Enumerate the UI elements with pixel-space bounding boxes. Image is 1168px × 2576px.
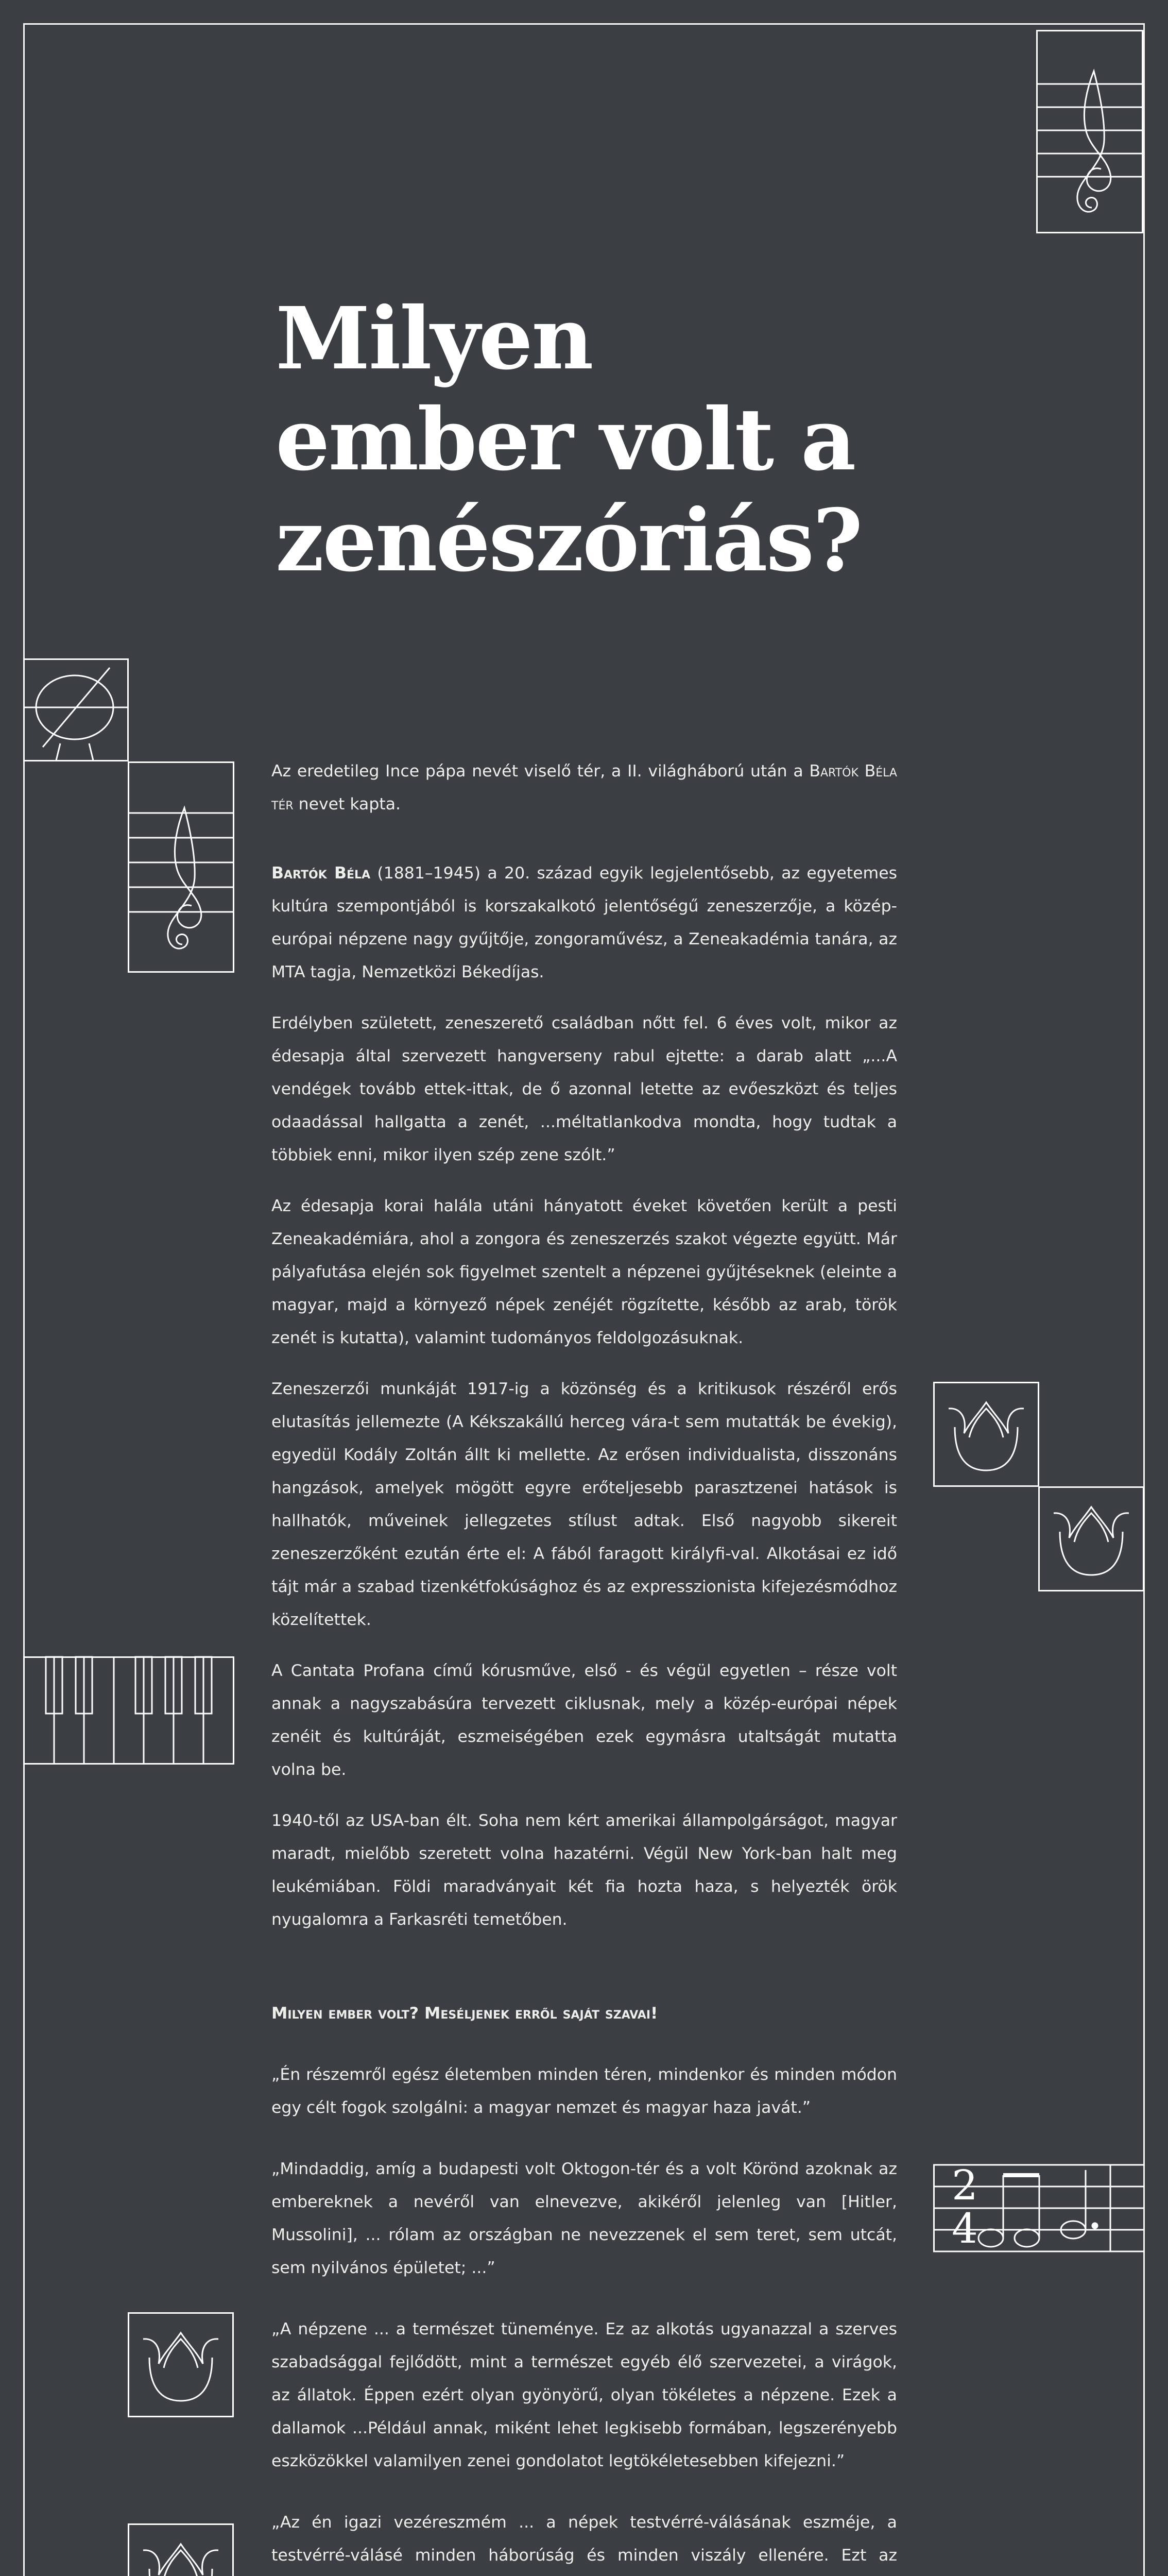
metronome-icon xyxy=(23,658,129,761)
time-signature-bottom: 4 xyxy=(952,2205,978,2252)
quote: „Én részemről egész életemben minden téren, mindenkor és minden módon egy célt fogok szolgálni: a magyar nemzet és magyar haza javát.” xyxy=(271,2065,897,2117)
title-line: Milyen xyxy=(276,289,592,389)
bio-paragraph: A Cantata Profana című kórusműve, első - és végül egyetlen – része volt annak a nagyszabásúra tervezett ciklusnak, mely a közép-európai népek zenéit és kultúráját, eszmeiségében ezek egymásra utaltságát mutatta volna be. xyxy=(271,1662,897,1779)
page-title xyxy=(276,289,945,591)
composer-name: Bartók Béla xyxy=(271,864,371,883)
title-line: zenészóriás? xyxy=(276,490,862,591)
tulip-icon xyxy=(128,2523,234,2576)
quotes-heading: Milyen ember volt? Meséljenek erről saját szavai! xyxy=(271,2004,658,2023)
bio-text: (1881–1945) a 20. század egyik legjelentősebb, az egyetemes kultúra szempontjából is korszakalkotó jelentőségű zeneszerzője, a közép-európai népzene nagy gyűjtője, zongoraművész, a Zeneakadémia tanára, az MTA tagja, Nemzetközi Békedíjas. xyxy=(271,864,898,981)
title-line: ember volt a xyxy=(276,389,855,490)
bio-paragraph: Erdélyben született, zeneszerető családban nőtt fel. 6 éves volt, mikor az édesapja által szervezett hangverseny rabul ejtette: a darab alatt „...A vendégek tovább ettek-ittak, de ő azonnal letette az evőeszközt és teljes odaadással hallgatta a zenét, ...méltatlankodva mondta, hogy tudtak a többiek enni, mikor ilyen szép zene szólt.” xyxy=(271,1014,897,1164)
treble-clef-icon xyxy=(128,761,234,973)
quote: „A népzene ... a természet tüneménye. Ez az alkotás ugyanazzal a szerves szabadsággal fejlődött, mint a természet egyéb élő szervezetei, a virágok, az állatok. Éppen ezért olyan gyönyörű, olyan tökéletes a népzene. Ezek a dallamok ...Például annak, miként lehet legkisebb formában, legszerényebb eszközökkel valamilyen zenei gondolatot legtökéletesebben kifejezni.” xyxy=(271,2320,897,2470)
quote: „Az én igazi vezéreszmém ... a népek testvérré-válásának eszméje, a testvérré-válásé minden háborúság és minden viszály ellenére. Ezt az xyxy=(271,2513,897,2565)
music-score-icon xyxy=(933,2155,1144,2264)
treble-clef-icon xyxy=(1036,30,1143,233)
bio-paragraph: Zeneszerzői munkáját 1917-ig a közönség és a kritikusok részéről erős elutasítás jellemezte (A Kékszakállú herceg vára-t sem mutatták be évekig), egyedül Kodály Zoltán állt ki mellette. Az erősen individualista, disszonáns hangzások, amelyek mögött egyre erőteljesebb parasztzenei hatások is hallhatók, műveinek jellegzetes stílust adtak. Első nagyobb sikereit zeneszerzőként ezután érte el: A fából faragott királyfi-val. Alkotásai ez idő tájt már a szabad tizenkétfokúsághoz és az expresszionista kifejezésmódhoz közelítettek. xyxy=(271,1380,897,1629)
bio-paragraph xyxy=(271,857,897,989)
article-body xyxy=(271,755,897,2576)
quote: „Mindaddig, amíg a budapesti volt Oktogon-tér és a volt Körönd azoknak az embereknek a nevéről van elnevezve, akikéről jelenleg van [Hitler, Mussolini], ... rólam az országban ne nevezzenek el sem teret, sem utcát, sem nyilvános épületet; ...” xyxy=(271,2160,897,2277)
intro-text: nevet kapta. xyxy=(293,795,401,814)
intro-text: Az eredetileg Ince pápa nevét viselő tér, a II. világháború után a xyxy=(271,762,810,781)
intro-paragraph xyxy=(271,755,897,821)
place-name: Bartók Béla tér xyxy=(271,762,897,814)
piano-keys-icon xyxy=(23,1656,234,1765)
bio-paragraph: Az édesapja korai halála utáni hányatott éveket követően került a pesti Zeneakadémiára, ahol a zongora és zeneszerzés szakot végezte együtt. Már pályafutása elején sok figyelmet szentelt a népzenei gyűjtéseknek (eleinte a magyar, majd a környező népek zenéjét rögzítette, később az arab, török zenét is kutatta), valamint tudományos feldolgozásuknak. xyxy=(271,1197,897,1347)
tulip-icon xyxy=(933,1382,1039,1487)
bio-paragraph: 1940-től az USA-ban élt. Soha nem kért amerikai állampolgárságot, magyar maradt, mielőbb szeretett volna hazatérni. Végül New York-ban halt meg leukémiában. Földi maradványait két fia hozta haza, s helyezték örök nyugalomra a Farkasréti temetőben. xyxy=(271,1811,897,1929)
tulip-icon xyxy=(128,2312,234,2417)
tulip-icon xyxy=(1038,1486,1144,1591)
time-signature-top: 2 xyxy=(952,2161,978,2209)
